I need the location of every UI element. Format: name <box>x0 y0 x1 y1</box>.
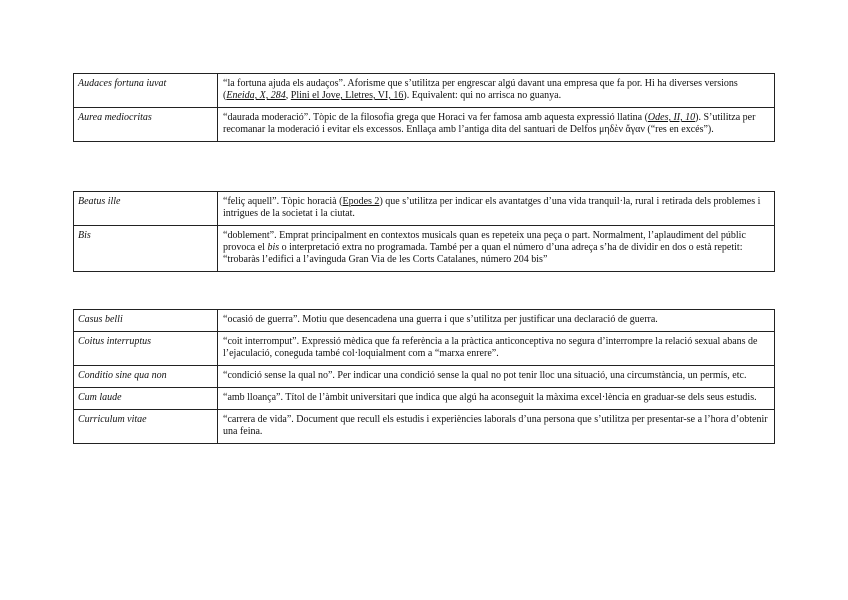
glossary-table-a <box>73 73 775 142</box>
definition-text: “daurada moderació”. Tòpic de la filosofia grega que Horaci va fer famosa amb aquesta expressió llatina ( <box>223 112 648 123</box>
definition-text: ). S’utilitza per recomanar la moderació i evitar els excessos. Enllaça amb l’antiga dita del santuari de Delfos μηδὲν ἄγαν (“res en excés”). <box>223 112 756 135</box>
definition-cell: “carrera de vida”. Document que recull els estudis i experiències laborals d’una persona que s’utilitza per presentar-se a l’hora d’obtenir una feina. <box>218 410 775 444</box>
glossary-table-c <box>73 309 775 444</box>
definition-cell: “ocasió de guerra”. Motiu que desencadena una guerra i que s’utilitza per justificar una declaració de guerra. <box>218 310 775 332</box>
table-row <box>74 332 775 366</box>
definition-text: ). Equivalent: qui no arrisca no guanya. <box>403 90 562 101</box>
table-row <box>74 108 775 142</box>
glossary-table-b <box>73 191 775 272</box>
reference-link[interactable]: Odes, II, 10 <box>647 112 696 123</box>
term-cell: Casus belli <box>74 310 218 332</box>
definition-text: o interpretació extra no programada. També per a quan el número d’una adreça s’ha de dividir en dos o està repetit: “trobaràs l’edifici a l’avinguda Gran Via de les Corts Catalanes, número 204 bis” <box>223 242 743 265</box>
reference-link[interactable]: Plini el Jove, Lletres, VI, 16 <box>290 90 404 101</box>
definition-cell <box>218 108 775 142</box>
term-cell: Coitus interruptus <box>74 332 218 366</box>
definition-italic: bis <box>267 242 280 253</box>
definition-cell <box>218 226 775 272</box>
term-cell: Beatus ille <box>74 192 218 226</box>
term-cell: Audaces fortuna iuvat <box>74 74 218 108</box>
table-row <box>74 388 775 410</box>
definition-text: “feliç aquell”. Tòpic horacià ( <box>223 196 343 207</box>
term-cell: Conditio sine qua non <box>74 366 218 388</box>
term-cell: Cum laude <box>74 388 218 410</box>
definition-text: , <box>285 90 291 101</box>
definition-cell: “amb lloança”. Títol de l’àmbit universitari que indica que algú ha aconseguit la màxima excel·lència en graduar-se dels seus estudis. <box>218 388 775 410</box>
table-row <box>74 226 775 272</box>
definition-text: “la fortuna ajuda els audaços”. Aforisme que s’utilitza per engrescar algú davant una empresa que fa por. Hi ha diverses versions ( <box>223 78 738 101</box>
definition-cell: “condició sense la qual no”. Per indicar una condició sense la qual no pot tenir lloc una situació, una circumstància, un permís, etc. <box>218 366 775 388</box>
term-cell: Bis <box>74 226 218 272</box>
table-row <box>74 310 775 332</box>
term-cell: Curriculum vitae <box>74 410 218 444</box>
table-row <box>74 410 775 444</box>
table-row <box>74 192 775 226</box>
table-row <box>74 366 775 388</box>
definition-cell <box>218 192 775 226</box>
definition-text: ) que s’utilitza per indicar els avantatges d’una vida tranquil·la, rural i retirada dels problemes i intrigues de la societat i la ciutat. <box>223 196 761 219</box>
definition-cell: “coit interromput”. Expressió mèdica que fa referència a la pràctica anticonceptiva no segura d’interrompre la relació sexual abans de l’ejaculació, coneguda també col·loquialment com a “marxa enrere”. <box>218 332 775 366</box>
definition-cell <box>218 74 775 108</box>
term-cell: Aurea mediocritas <box>74 108 218 142</box>
table-row <box>74 74 775 108</box>
reference-link[interactable]: Epodes 2 <box>342 196 380 207</box>
definition-text: “doblement”. Emprat principalment en contextos musicals quan es repeteix una peça o part. Normalment, l’aplaudiment del públic provoca el <box>223 230 746 253</box>
reference-link[interactable]: Eneida, X, 284 <box>226 90 286 101</box>
